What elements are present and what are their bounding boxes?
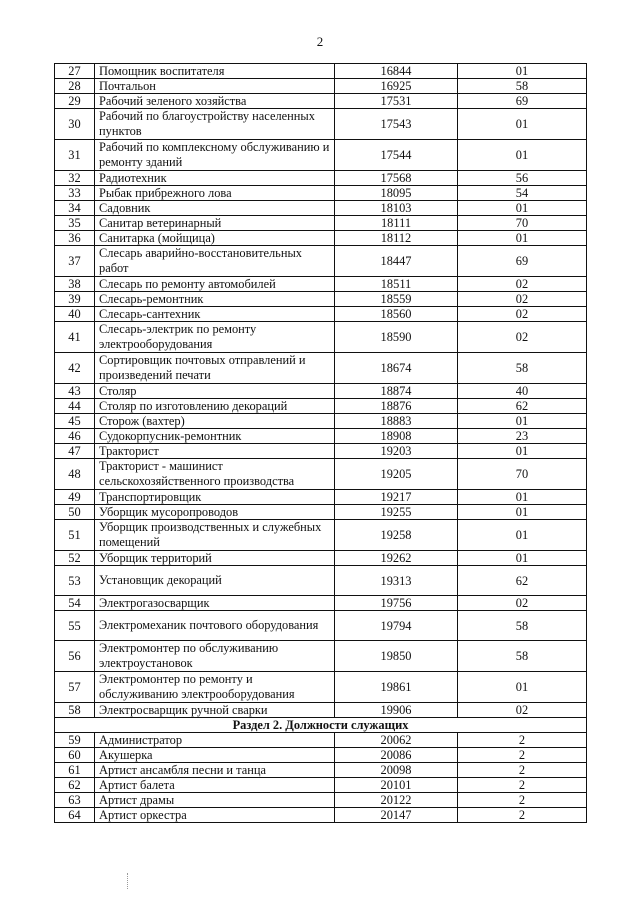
row-number: 29 <box>55 94 95 109</box>
row-number: 33 <box>55 186 95 201</box>
row-number: 61 <box>55 763 95 778</box>
row-category: 02 <box>458 307 587 322</box>
row-code: 18590 <box>335 322 458 353</box>
row-number: 64 <box>55 808 95 823</box>
row-code: 19217 <box>335 490 458 505</box>
row-code: 20086 <box>335 748 458 763</box>
row-number: 35 <box>55 216 95 231</box>
row-name: Помощник воспитателя <box>95 64 335 79</box>
table-row <box>55 778 587 793</box>
row-name: Судокорпусник-ремонтник <box>95 429 335 444</box>
row-name: Сортировщик почтовых отправлений и произведений печати <box>95 353 335 384</box>
row-code: 20147 <box>335 808 458 823</box>
table-row <box>55 459 587 490</box>
row-category: 01 <box>458 490 587 505</box>
table-row <box>55 216 587 231</box>
professions-table <box>54 63 587 823</box>
row-number: 38 <box>55 277 95 292</box>
row-category: 01 <box>458 672 587 703</box>
table-row <box>55 763 587 778</box>
row-name: Санитар ветеринарный <box>95 216 335 231</box>
row-category: 62 <box>458 566 587 596</box>
row-name: Установщик декораций <box>95 566 335 596</box>
row-code: 18103 <box>335 201 458 216</box>
row-name: Столяр <box>95 384 335 399</box>
table-row <box>55 748 587 763</box>
row-name: Уборщик территорий <box>95 551 335 566</box>
row-name: Транспортировщик <box>95 490 335 505</box>
row-category: 01 <box>458 231 587 246</box>
row-code: 19794 <box>335 611 458 641</box>
row-code: 18560 <box>335 307 458 322</box>
row-category: 01 <box>458 140 587 171</box>
row-name: Слесарь-ремонтник <box>95 292 335 307</box>
row-category: 01 <box>458 520 587 551</box>
table-row <box>55 505 587 520</box>
table-body-employees <box>55 733 587 823</box>
row-number: 41 <box>55 322 95 353</box>
row-name: Рыбак прибрежного лова <box>95 186 335 201</box>
row-category: 2 <box>458 748 587 763</box>
row-name: Электромонтер по ремонту и обслуживанию электрооборудования <box>95 672 335 703</box>
row-name: Столяр по изготовлению декораций <box>95 399 335 414</box>
row-name: Санитарка (мойщица) <box>95 231 335 246</box>
row-number: 57 <box>55 672 95 703</box>
table-row <box>55 641 587 672</box>
row-category: 2 <box>458 793 587 808</box>
row-name: Тракторист - машинист сельскохозяйственного производства <box>95 459 335 490</box>
row-category: 02 <box>458 322 587 353</box>
row-number: 28 <box>55 79 95 94</box>
row-name: Акушерка <box>95 748 335 763</box>
row-category: 40 <box>458 384 587 399</box>
row-category: 54 <box>458 186 587 201</box>
table-row <box>55 322 587 353</box>
row-code: 18674 <box>335 353 458 384</box>
row-code: 18111 <box>335 216 458 231</box>
row-code: 18112 <box>335 231 458 246</box>
row-category: 01 <box>458 109 587 140</box>
page-number: 2 <box>316 34 324 49</box>
table-row <box>55 384 587 399</box>
row-category: 02 <box>458 703 587 718</box>
row-number: 37 <box>55 246 95 277</box>
row-code: 19203 <box>335 444 458 459</box>
row-name: Электромеханик почтового оборудования <box>95 611 335 641</box>
row-number: 40 <box>55 307 95 322</box>
table-row <box>55 140 587 171</box>
row-number: 53 <box>55 566 95 596</box>
row-number: 34 <box>55 201 95 216</box>
row-category: 58 <box>458 611 587 641</box>
row-code: 20098 <box>335 763 458 778</box>
row-category: 62 <box>458 399 587 414</box>
row-code: 19262 <box>335 551 458 566</box>
row-number: 58 <box>55 703 95 718</box>
row-number: 48 <box>55 459 95 490</box>
table-row <box>55 171 587 186</box>
table-body-section <box>55 718 587 733</box>
row-code: 18095 <box>335 186 458 201</box>
row-code: 19756 <box>335 596 458 611</box>
row-category: 01 <box>458 551 587 566</box>
row-category: 2 <box>458 778 587 793</box>
row-category: 02 <box>458 277 587 292</box>
row-code: 17531 <box>335 94 458 109</box>
row-code: 18883 <box>335 414 458 429</box>
row-code: 18908 <box>335 429 458 444</box>
table-row <box>55 429 587 444</box>
row-category: 01 <box>458 64 587 79</box>
row-number: 51 <box>55 520 95 551</box>
table-row <box>55 733 587 748</box>
row-number: 55 <box>55 611 95 641</box>
row-name: Почтальон <box>95 79 335 94</box>
row-name: Слесарь по ремонту автомобилей <box>95 277 335 292</box>
row-code: 18874 <box>335 384 458 399</box>
table-row <box>55 566 587 596</box>
row-number: 52 <box>55 551 95 566</box>
row-category: 01 <box>458 201 587 216</box>
row-number: 46 <box>55 429 95 444</box>
row-number: 54 <box>55 596 95 611</box>
row-code: 19850 <box>335 641 458 672</box>
row-category: 01 <box>458 414 587 429</box>
row-name: Артист драмы <box>95 793 335 808</box>
row-category: 58 <box>458 641 587 672</box>
row-code: 17568 <box>335 171 458 186</box>
section-header-row <box>55 718 587 733</box>
row-category: 2 <box>458 808 587 823</box>
row-number: 44 <box>55 399 95 414</box>
row-name: Уборщик мусоропроводов <box>95 505 335 520</box>
row-code: 17543 <box>335 109 458 140</box>
row-number: 62 <box>55 778 95 793</box>
row-category: 69 <box>458 246 587 277</box>
table-row <box>55 94 587 109</box>
row-number: 50 <box>55 505 95 520</box>
row-code: 18511 <box>335 277 458 292</box>
row-name: Артист балета <box>95 778 335 793</box>
table-row <box>55 64 587 79</box>
row-name: Артист оркестра <box>95 808 335 823</box>
row-name: Радиотехник <box>95 171 335 186</box>
table-row <box>55 186 587 201</box>
row-category: 2 <box>458 763 587 778</box>
row-category: 2 <box>458 733 587 748</box>
row-code: 20122 <box>335 793 458 808</box>
row-code: 19205 <box>335 459 458 490</box>
row-name: Рабочий по комплексному обслуживанию и ремонту зданий <box>95 140 335 171</box>
row-name: Слесарь аварийно-восстановительных работ <box>95 246 335 277</box>
table-row <box>55 596 587 611</box>
row-category: 56 <box>458 171 587 186</box>
row-number: 63 <box>55 793 95 808</box>
row-number: 47 <box>55 444 95 459</box>
table-row <box>55 414 587 429</box>
row-code: 19258 <box>335 520 458 551</box>
row-code: 19255 <box>335 505 458 520</box>
table-row <box>55 292 587 307</box>
scan-mark <box>127 873 129 889</box>
row-code: 18559 <box>335 292 458 307</box>
row-code: 19313 <box>335 566 458 596</box>
row-name: Артист ансамбля песни и танца <box>95 763 335 778</box>
row-category: 70 <box>458 459 587 490</box>
table-row <box>55 399 587 414</box>
row-code: 20062 <box>335 733 458 748</box>
row-number: 49 <box>55 490 95 505</box>
row-code: 17544 <box>335 140 458 171</box>
row-name: Рабочий зеленого хозяйства <box>95 94 335 109</box>
row-category: 02 <box>458 596 587 611</box>
row-number: 36 <box>55 231 95 246</box>
row-category: 58 <box>458 353 587 384</box>
table-row <box>55 201 587 216</box>
table-row <box>55 444 587 459</box>
section-title: Раздел 2. Должности служащих <box>55 718 587 733</box>
row-code: 18447 <box>335 246 458 277</box>
table-row <box>55 793 587 808</box>
row-code: 16925 <box>335 79 458 94</box>
row-category: 69 <box>458 94 587 109</box>
row-number: 32 <box>55 171 95 186</box>
row-number: 39 <box>55 292 95 307</box>
row-category: 23 <box>458 429 587 444</box>
row-code: 19906 <box>335 703 458 718</box>
row-code: 16844 <box>335 64 458 79</box>
table-row <box>55 551 587 566</box>
row-name: Слесарь-сантехник <box>95 307 335 322</box>
table-row <box>55 808 587 823</box>
row-category: 01 <box>458 505 587 520</box>
table-row <box>55 246 587 277</box>
row-category: 58 <box>458 79 587 94</box>
table-row <box>55 109 587 140</box>
table-row <box>55 520 587 551</box>
table-row <box>55 611 587 641</box>
row-number: 59 <box>55 733 95 748</box>
table-row <box>55 703 587 718</box>
row-number: 43 <box>55 384 95 399</box>
row-number: 27 <box>55 64 95 79</box>
row-category: 02 <box>458 292 587 307</box>
row-number: 60 <box>55 748 95 763</box>
table-row <box>55 353 587 384</box>
row-name: Администратор <box>95 733 335 748</box>
row-category: 70 <box>458 216 587 231</box>
row-name: Электросварщик ручной сварки <box>95 703 335 718</box>
row-name: Электромонтер по обслуживанию электроустановок <box>95 641 335 672</box>
table-row <box>55 672 587 703</box>
row-code: 19861 <box>335 672 458 703</box>
row-name: Электрогазосварщик <box>95 596 335 611</box>
row-category: 01 <box>458 444 587 459</box>
table-body-workers <box>55 64 587 718</box>
row-number: 42 <box>55 353 95 384</box>
row-number: 45 <box>55 414 95 429</box>
row-code: 18876 <box>335 399 458 414</box>
row-name: Тракторист <box>95 444 335 459</box>
row-name: Уборщик производственных и служебных помещений <box>95 520 335 551</box>
table-row <box>55 490 587 505</box>
table-row <box>55 307 587 322</box>
row-number: 31 <box>55 140 95 171</box>
row-name: Сторож (вахтер) <box>95 414 335 429</box>
row-name: Садовник <box>95 201 335 216</box>
row-number: 30 <box>55 109 95 140</box>
table-row <box>55 277 587 292</box>
table-row <box>55 79 587 94</box>
row-name: Слесарь-электрик по ремонту электрооборудования <box>95 322 335 353</box>
table-row <box>55 231 587 246</box>
row-number: 56 <box>55 641 95 672</box>
row-code: 20101 <box>335 778 458 793</box>
row-name: Рабочий по благоустройству населенных пунктов <box>95 109 335 140</box>
